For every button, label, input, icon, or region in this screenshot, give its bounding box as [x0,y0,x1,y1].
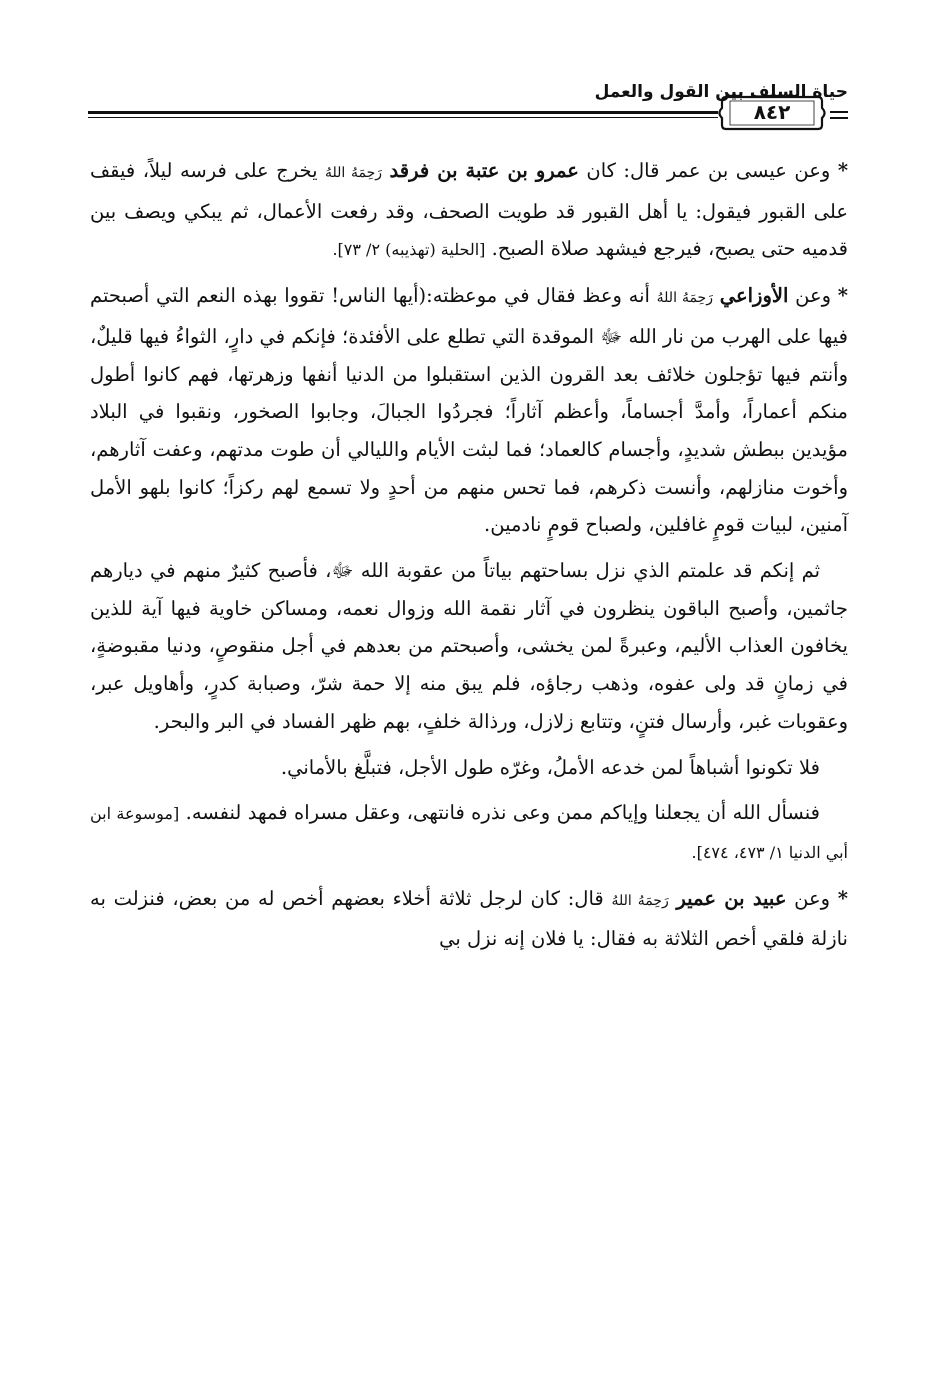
paragraph-continuation: ثم إنكم قد علمتم الذي نزل بساحتهم بياتاً من عقوبة الله ﷻ، فأصبح كثيرٌ منهم في ديارهم جاثمين، وأصبح الباقون ينظرون في آثار نقمة الله وزوال نعمه، ومساكن خاوية فيها آية للذين يخافون العذاب الأليم، وعبرةً لمن يخشى، وأصبحتم من بعدهم في أجل منقوصٍ، ودنيا مقبوضةٍ، في زمانٍ قد ولى عفوه، وذهب رجاؤه، فلم يبق منه إلا حمة شرّ، وصبابة كدرٍ، وأهاويل عبر، وعقوبات غبر، وأرسال فتنٍ، وتتابع زلازل، ورذالة خلفٍ، بهم ظهر الفساد في البر والبحر. [90,559,848,733]
star-marker: * [837,159,849,182]
header-rule-right-1 [830,111,848,113]
paragraph-text: أنه وعظ فقال في موعظته:(أيها الناس! تقووا بهذه النعم التي أصبحتم فيها على الهرب من نار الله ﷻ الموقدة التي تطلع على الأفئدة؛ فإنكم في دارٍ، الثواءُ فيها قليلٌ، وأنتم فيها تؤجلون خلائف بعد القرون الذين استقبلوا من الدنيا أنفها وزهرتها، فهم كانوا أطول منكم أعماراً، وأمدَّ أجساماً، وأعظم آثاراً؛ فجردُوا الجبالَ، وجابوا الصخور، ونقبوا في البلاد مؤيدين ببطش شديدٍ، وأجسام كالعماد؛ فما لبثت الأيام والليالي أن طوت مدتهم، وعفت آثارهم، وأخوت منازلهم، وأنست ذكرهم، فما تحس منهم من أحدٍ ولا تسمع لهم ركزاً؛ كانوا بلهو الأمل آمنين، لبيات قومٍ غافلين، ولصباح قومٍ نادمين. [90,284,848,537]
paragraph-text: وعن عيسى بن عمر قال: كان [578,159,831,182]
paragraph-text: يخرج على فرسه ليلاً، فيقف على القبور فيقول: يا أهل القبور قد طويت الصحف، وقد رفعت الأعمال، ثم يبكي ويصف بين قدميه حتى يصبح، فيرجع فيشهد صلاة الصبح. [90,159,848,261]
page-number-frame [716,94,828,132]
honorific: رَحِمَهُ اللهُ [324,165,383,181]
page-header [88,82,848,134]
paragraph-supplication [90,794,848,871]
paragraph-text: وعن [788,284,832,308]
star-marker: * [837,886,848,910]
person-name: عمرو بن عتبة بن فرقد [389,159,579,182]
header-rule-thick [88,111,718,114]
source-reference: [موسوعة ابن أبي الدنيا ١/ ٤٧٣، ٤٧٤]. [90,804,848,862]
honorific: رَحِمَهُ اللهُ [656,290,713,307]
paragraph-amr-ibn-utba [90,152,848,269]
header-rule-thin [88,117,718,118]
person-name: عبيد بن عمير [676,886,787,910]
header-rule-right-2 [830,117,848,119]
paragraph-ubayd-ibn-umayr [90,880,848,958]
paragraph-text: قال: كان لرجل ثلاثة أخلاء بعضهم أخص له من بعض، فنزلت به نازلة فلقي أخص الثلاثة به فقال: يا فلان إنه نزل بي [90,886,848,951]
main-text [90,152,848,966]
honorific: رَحِمَهُ اللهُ [611,892,669,909]
star-marker: * [837,284,848,308]
paragraph-awzai [90,277,848,544]
paragraph-text: وعن [786,886,831,910]
person-name: الأوزاعي [719,284,789,308]
paragraph-text: فنسأل الله أن يجعلنا وإياكم ممن وعى نذره فانتهى، وعقل مسراه فمهد لنفسه. [179,801,820,825]
page-number: ٨٤٢ [753,100,791,124]
paragraph-warning: فلا تكونوا أشباهاً لمن خدعه الأملُ، وغرّه طول الأجل، فتبلَّغ بالأماني. [280,755,820,779]
source-reference: [الحلية (تهذيبه) ٢/ ٧٣]. [332,240,486,260]
running-title: حياة السلف بين القول والعمل [594,82,848,102]
